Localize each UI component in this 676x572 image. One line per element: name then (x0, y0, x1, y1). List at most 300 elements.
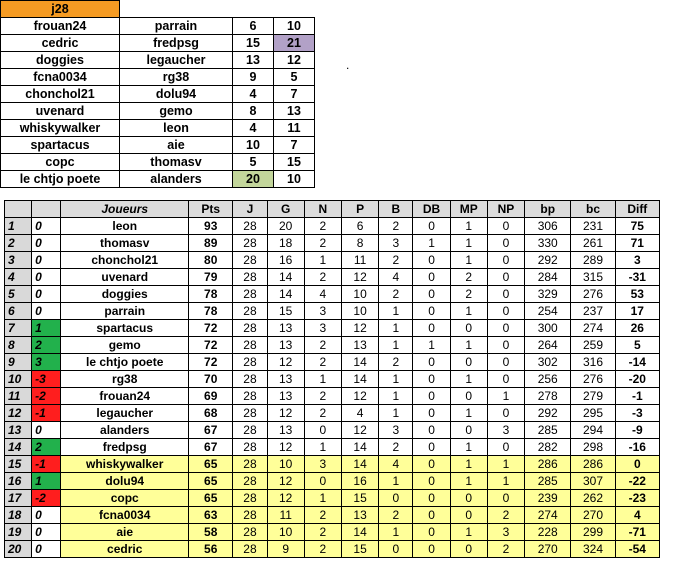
b-cell: 1 (379, 337, 413, 354)
bc-cell: 298 (571, 439, 615, 456)
standings-row (5, 439, 660, 456)
mp-cell: 2 (450, 286, 487, 303)
j-cell: 28 (233, 456, 267, 473)
p-cell: 14 (342, 354, 379, 371)
p-cell: 11 (342, 252, 379, 269)
b-cell: 2 (379, 218, 413, 235)
mp-cell: 1 (450, 456, 487, 473)
player-name: gemo (61, 337, 189, 354)
p-cell: 12 (342, 422, 379, 439)
match-away-player: legaucher (120, 52, 233, 69)
n-cell: 2 (304, 541, 341, 558)
rank-cell: 6 (5, 303, 32, 320)
bp-cell: 330 (525, 235, 571, 252)
n-cell: 0 (304, 422, 341, 439)
diff-cell: -20 (615, 371, 659, 388)
n-cell: 4 (304, 286, 341, 303)
standings-row (5, 286, 660, 303)
j-cell: 28 (233, 507, 267, 524)
p-cell: 14 (342, 456, 379, 473)
player-name: aie (61, 524, 189, 541)
g-cell: 13 (267, 337, 304, 354)
g-cell: 13 (267, 320, 304, 337)
bc-cell: 261 (571, 235, 615, 252)
n-cell: 2 (304, 235, 341, 252)
b-cell: 2 (379, 439, 413, 456)
standings-row (5, 218, 660, 235)
match-home-player: doggies (1, 52, 120, 69)
match-home-score: 10 (233, 137, 274, 154)
pts-cell: 65 (189, 490, 233, 507)
bc-cell: 259 (571, 337, 615, 354)
b-cell: 2 (379, 507, 413, 524)
diff-cell: -16 (615, 439, 659, 456)
bp-cell: 274 (525, 507, 571, 524)
p-cell: 6 (342, 218, 379, 235)
rank-cell: 19 (5, 524, 32, 541)
movement-cell: -2 (32, 490, 61, 507)
b-cell: 4 (379, 456, 413, 473)
b-cell: 1 (379, 473, 413, 490)
player-name: chonchol21 (61, 252, 189, 269)
diff-cell: -1 (615, 388, 659, 405)
match-home-player: whiskywalker (1, 120, 120, 137)
db-cell: 0 (413, 490, 450, 507)
rank-cell: 4 (5, 269, 32, 286)
db-cell: 0 (413, 524, 450, 541)
bc-cell: 279 (571, 388, 615, 405)
b-cell: 2 (379, 354, 413, 371)
match-away-score: 13 (274, 103, 315, 120)
p-cell: 12 (342, 320, 379, 337)
standings-row (5, 269, 660, 286)
diff-cell: -14 (615, 354, 659, 371)
g-cell: 15 (267, 303, 304, 320)
match-away-score: 15 (274, 154, 315, 171)
mp-cell: 1 (450, 218, 487, 235)
header-g: G (267, 201, 304, 218)
round-title: j28 (1, 1, 120, 18)
np-cell: 2 (487, 541, 524, 558)
bc-cell: 289 (571, 252, 615, 269)
match-home-score: 4 (233, 86, 274, 103)
diff-cell: 17 (615, 303, 659, 320)
diff-cell: -23 (615, 490, 659, 507)
bp-cell: 270 (525, 541, 571, 558)
match-home-score: 8 (233, 103, 274, 120)
movement-cell: 2 (32, 337, 61, 354)
bc-cell: 307 (571, 473, 615, 490)
np-cell: 0 (487, 490, 524, 507)
bc-cell: 262 (571, 490, 615, 507)
match-home-score: 4 (233, 120, 274, 137)
g-cell: 10 (267, 524, 304, 541)
bp-cell: 329 (525, 286, 571, 303)
db-cell: 0 (413, 303, 450, 320)
g-cell: 16 (267, 252, 304, 269)
round-results-table (0, 0, 315, 188)
mp-cell: 0 (450, 422, 487, 439)
standings-row (5, 541, 660, 558)
match-away-score: 12 (274, 52, 315, 69)
bp-cell: 292 (525, 252, 571, 269)
p-cell: 15 (342, 541, 379, 558)
j-cell: 28 (233, 235, 267, 252)
match-away-score: 5 (274, 69, 315, 86)
g-cell: 18 (267, 235, 304, 252)
diff-cell: -9 (615, 422, 659, 439)
rank-cell: 8 (5, 337, 32, 354)
pts-cell: 65 (189, 473, 233, 490)
p-cell: 12 (342, 388, 379, 405)
bc-cell: 231 (571, 218, 615, 235)
standings-row (5, 337, 660, 354)
b-cell: 1 (379, 320, 413, 337)
db-cell: 0 (413, 371, 450, 388)
match-home-player: copc (1, 154, 120, 171)
j-cell: 28 (233, 371, 267, 388)
j-cell: 28 (233, 286, 267, 303)
bc-cell: 274 (571, 320, 615, 337)
g-cell: 13 (267, 371, 304, 388)
pts-cell: 70 (189, 371, 233, 388)
standings-row (5, 354, 660, 371)
match-away-player: leon (120, 120, 233, 137)
match-away-player: parrain (120, 18, 233, 35)
pts-cell: 93 (189, 218, 233, 235)
match-row (1, 86, 315, 103)
np-cell: 0 (487, 320, 524, 337)
g-cell: 12 (267, 473, 304, 490)
diff-cell: 3 (615, 252, 659, 269)
n-cell: 1 (304, 490, 341, 507)
rank-cell: 3 (5, 252, 32, 269)
b-cell: 0 (379, 541, 413, 558)
p-cell: 14 (342, 371, 379, 388)
j-cell: 28 (233, 354, 267, 371)
j-cell: 28 (233, 422, 267, 439)
header-bc: bc (571, 201, 615, 218)
rank-cell: 10 (5, 371, 32, 388)
player-name: doggies (61, 286, 189, 303)
j-cell: 28 (233, 320, 267, 337)
np-cell: 3 (487, 524, 524, 541)
j-cell: 28 (233, 218, 267, 235)
bc-cell: 270 (571, 507, 615, 524)
mp-cell: 1 (450, 235, 487, 252)
match-home-score: 15 (233, 35, 274, 52)
p-cell: 13 (342, 337, 379, 354)
match-away-player: gemo (120, 103, 233, 120)
match-home-player: fcna0034 (1, 69, 120, 86)
j-cell: 28 (233, 252, 267, 269)
diff-cell: -31 (615, 269, 659, 286)
movement-cell: 0 (32, 507, 61, 524)
b-cell: 1 (379, 303, 413, 320)
n-cell: 2 (304, 507, 341, 524)
standings-row (5, 473, 660, 490)
n-cell: 0 (304, 473, 341, 490)
match-row (1, 103, 315, 120)
db-cell: 0 (413, 218, 450, 235)
movement-cell: -3 (32, 371, 61, 388)
stray-dot: . (346, 58, 350, 72)
mp-cell: 2 (450, 269, 487, 286)
bp-cell: 239 (525, 490, 571, 507)
movement-cell: 0 (32, 541, 61, 558)
standings-row (5, 320, 660, 337)
n-cell: 2 (304, 337, 341, 354)
standings-row (5, 303, 660, 320)
pts-cell: 80 (189, 252, 233, 269)
standings-row (5, 252, 660, 269)
p-cell: 12 (342, 269, 379, 286)
match-home-score: 6 (233, 18, 274, 35)
rank-cell: 7 (5, 320, 32, 337)
db-cell: 0 (413, 252, 450, 269)
bc-cell: 295 (571, 405, 615, 422)
bp-cell: 254 (525, 303, 571, 320)
pts-cell: 89 (189, 235, 233, 252)
n-cell: 1 (304, 252, 341, 269)
bp-cell: 282 (525, 439, 571, 456)
movement-cell: 0 (32, 524, 61, 541)
pts-cell: 68 (189, 405, 233, 422)
np-cell: 0 (487, 405, 524, 422)
mp-cell: 1 (450, 439, 487, 456)
header-bp: bp (525, 201, 571, 218)
db-cell: 0 (413, 354, 450, 371)
mp-cell: 0 (450, 388, 487, 405)
b-cell: 1 (379, 388, 413, 405)
player-name: spartacus (61, 320, 189, 337)
pts-cell: 67 (189, 422, 233, 439)
j-cell: 28 (233, 439, 267, 456)
n-cell: 3 (304, 456, 341, 473)
player-name: rg38 (61, 371, 189, 388)
match-row (1, 69, 315, 86)
g-cell: 14 (267, 286, 304, 303)
b-cell: 4 (379, 269, 413, 286)
bp-cell: 264 (525, 337, 571, 354)
n-cell: 2 (304, 269, 341, 286)
header-b: B (379, 201, 413, 218)
rank-cell: 16 (5, 473, 32, 490)
player-name: cedric (61, 541, 189, 558)
np-cell: 0 (487, 354, 524, 371)
diff-cell: 71 (615, 235, 659, 252)
header-diff: Diff (615, 201, 659, 218)
n-cell: 1 (304, 371, 341, 388)
pts-cell: 72 (189, 337, 233, 354)
rank-cell: 14 (5, 439, 32, 456)
mp-cell: 0 (450, 320, 487, 337)
header-pts: Pts (189, 201, 233, 218)
j-cell: 28 (233, 524, 267, 541)
bc-cell: 315 (571, 269, 615, 286)
p-cell: 14 (342, 524, 379, 541)
pts-cell: 78 (189, 286, 233, 303)
rank-cell: 5 (5, 286, 32, 303)
p-cell: 10 (342, 303, 379, 320)
movement-cell: -1 (32, 456, 61, 473)
n-cell: 2 (304, 218, 341, 235)
n-cell: 2 (304, 524, 341, 541)
movement-cell: 0 (32, 286, 61, 303)
bc-cell: 324 (571, 541, 615, 558)
bp-cell: 256 (525, 371, 571, 388)
movement-cell: 1 (32, 473, 61, 490)
bp-cell: 285 (525, 422, 571, 439)
b-cell: 3 (379, 422, 413, 439)
match-home-player: uvenard (1, 103, 120, 120)
player-name: leon (61, 218, 189, 235)
np-cell: 0 (487, 252, 524, 269)
player-name: parrain (61, 303, 189, 320)
movement-cell: 0 (32, 269, 61, 286)
pts-cell: 78 (189, 303, 233, 320)
header-db: DB (413, 201, 450, 218)
db-cell: 0 (413, 473, 450, 490)
movement-cell: 0 (32, 235, 61, 252)
j-cell: 28 (233, 490, 267, 507)
n-cell: 2 (304, 388, 341, 405)
pts-cell: 63 (189, 507, 233, 524)
n-cell: 2 (304, 354, 341, 371)
standings-table (4, 200, 660, 558)
db-cell: 1 (413, 337, 450, 354)
rank-cell: 1 (5, 218, 32, 235)
match-row (1, 18, 315, 35)
p-cell: 15 (342, 490, 379, 507)
player-name: thomasv (61, 235, 189, 252)
movement-cell: 3 (32, 354, 61, 371)
header-mp: MP (450, 201, 487, 218)
movement-cell: 1 (32, 320, 61, 337)
g-cell: 13 (267, 388, 304, 405)
standings-header-row (5, 201, 660, 218)
standings-row (5, 388, 660, 405)
mp-cell: 0 (450, 354, 487, 371)
bp-cell: 228 (525, 524, 571, 541)
player-name: le chtjo poete (61, 354, 189, 371)
mp-cell: 0 (450, 507, 487, 524)
movement-cell: 0 (32, 303, 61, 320)
db-cell: 0 (413, 388, 450, 405)
db-cell: 0 (413, 269, 450, 286)
db-cell: 0 (413, 320, 450, 337)
mp-cell: 1 (450, 303, 487, 320)
match-row (1, 171, 315, 188)
g-cell: 12 (267, 439, 304, 456)
match-away-score: 11 (274, 120, 315, 137)
np-cell: 0 (487, 269, 524, 286)
n-cell: 3 (304, 320, 341, 337)
pts-cell: 65 (189, 456, 233, 473)
np-cell: 0 (487, 439, 524, 456)
db-cell: 0 (413, 286, 450, 303)
movement-cell: 0 (32, 422, 61, 439)
match-row (1, 52, 315, 69)
np-cell: 0 (487, 235, 524, 252)
movement-cell: 0 (32, 218, 61, 235)
bp-cell: 292 (525, 405, 571, 422)
diff-cell: 75 (615, 218, 659, 235)
g-cell: 13 (267, 422, 304, 439)
match-away-player: alanders (120, 171, 233, 188)
n-cell: 3 (304, 303, 341, 320)
rank-cell: 2 (5, 235, 32, 252)
diff-cell: 26 (615, 320, 659, 337)
p-cell: 8 (342, 235, 379, 252)
match-row (1, 154, 315, 171)
g-cell: 14 (267, 269, 304, 286)
pts-cell: 58 (189, 524, 233, 541)
bp-cell: 278 (525, 388, 571, 405)
match-away-player: rg38 (120, 69, 233, 86)
header-joueurs: Joueurs (61, 201, 189, 218)
g-cell: 11 (267, 507, 304, 524)
bp-cell: 306 (525, 218, 571, 235)
g-cell: 12 (267, 354, 304, 371)
match-home-player: frouan24 (1, 18, 120, 35)
match-row (1, 137, 315, 154)
diff-cell: -3 (615, 405, 659, 422)
bc-cell: 276 (571, 286, 615, 303)
diff-cell: 0 (615, 456, 659, 473)
n-cell: 1 (304, 439, 341, 456)
bc-cell: 294 (571, 422, 615, 439)
j-cell: 28 (233, 388, 267, 405)
bc-cell: 316 (571, 354, 615, 371)
j-cell: 28 (233, 405, 267, 422)
rank-cell: 18 (5, 507, 32, 524)
diff-cell: -54 (615, 541, 659, 558)
player-name: whiskywalker (61, 456, 189, 473)
match-away-score: 21 (274, 35, 315, 52)
header-p: P (342, 201, 379, 218)
g-cell: 9 (267, 541, 304, 558)
match-away-player: dolu94 (120, 86, 233, 103)
standings-row (5, 422, 660, 439)
rank-cell: 9 (5, 354, 32, 371)
pts-cell: 67 (189, 439, 233, 456)
db-cell: 0 (413, 405, 450, 422)
g-cell: 10 (267, 456, 304, 473)
db-cell: 0 (413, 439, 450, 456)
p-cell: 4 (342, 405, 379, 422)
b-cell: 1 (379, 371, 413, 388)
match-row (1, 35, 315, 52)
mp-cell: 0 (450, 541, 487, 558)
db-cell: 1 (413, 235, 450, 252)
diff-cell: 4 (615, 507, 659, 524)
n-cell: 2 (304, 405, 341, 422)
match-away-score: 7 (274, 137, 315, 154)
diff-cell: 53 (615, 286, 659, 303)
player-name: dolu94 (61, 473, 189, 490)
p-cell: 13 (342, 507, 379, 524)
bc-cell: 299 (571, 524, 615, 541)
bp-cell: 286 (525, 456, 571, 473)
player-name: fcna0034 (61, 507, 189, 524)
mp-cell: 1 (450, 405, 487, 422)
match-home-player: spartacus (1, 137, 120, 154)
db-cell: 0 (413, 422, 450, 439)
j-cell: 28 (233, 541, 267, 558)
movement-cell: -1 (32, 405, 61, 422)
mp-cell: 1 (450, 252, 487, 269)
